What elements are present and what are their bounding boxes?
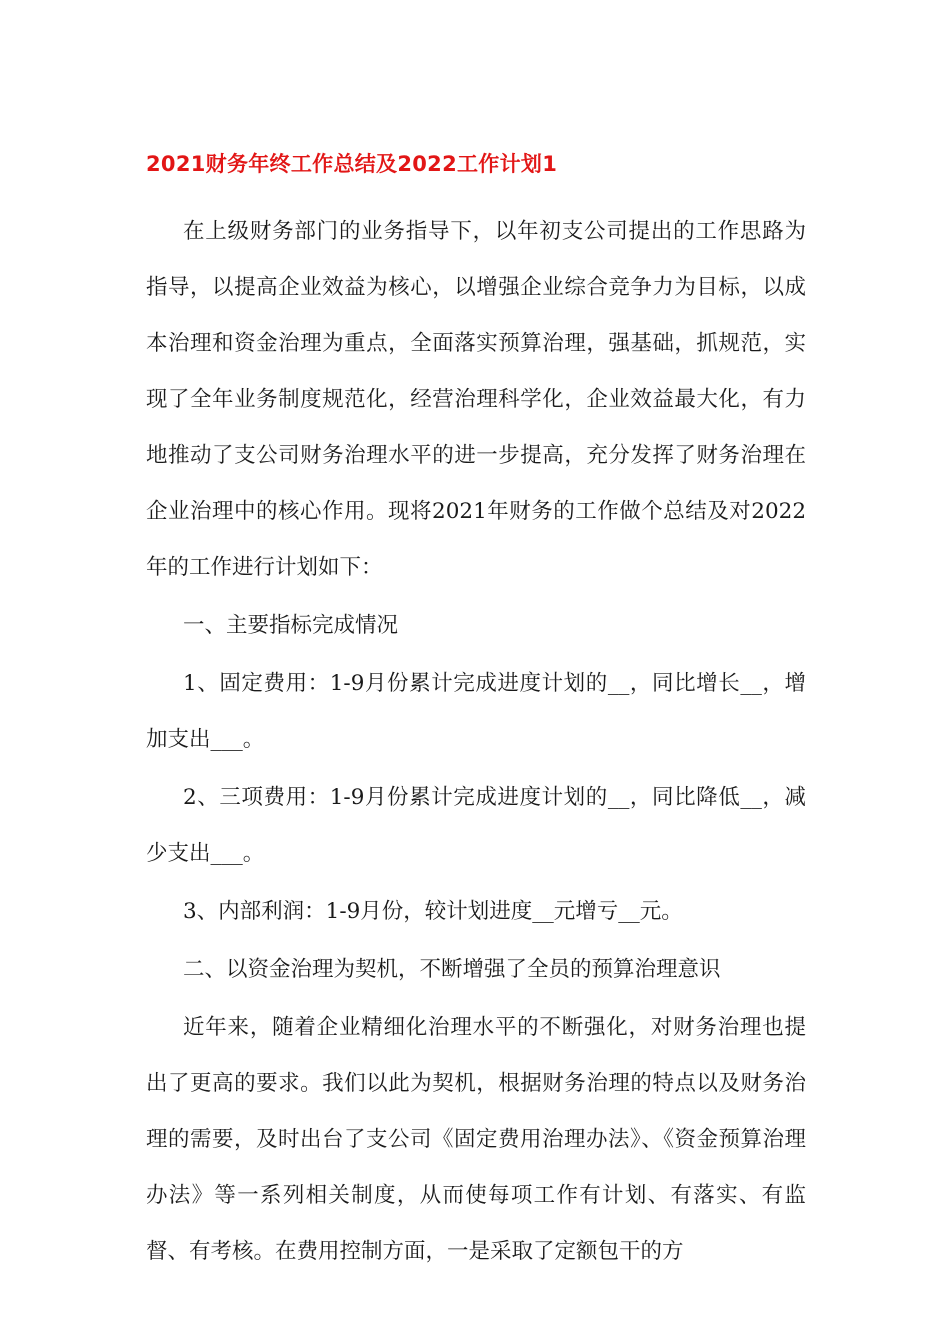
heading-section-2: 二、以资金治理为契机，不断增强了全员的预算治理意识: [183, 957, 721, 982]
paragraph-three-expenses: 2、三项费用：1-9月份累计完成进度计划的__，同比降低__，减少支出___。: [146, 785, 806, 866]
paragraph-recent-years: 近年来，随着企业精细化治理水平的不断强化，对财务治理也提出了更高的要求。我们以此为契机，根据财务治理的特点以及财务治理的需要，及时出台了支公司《固定费用治理办法》、《资金预算治理办法》等一系列相关制度，从而使每项工作有计划、有落实、有监督、有考核。在费用控制方面，一是采取了定额包干的方: [146, 1015, 806, 1264]
document-title: 2021财务年终工作总结及2022工作计划1: [146, 152, 558, 176]
paragraph-intro: 在上级财务部门的业务指导下，以年初支公司提出的工作思路为指导，以提高企业效益为核心，以增强企业综合竞争力为目标，以成本治理和资金治理为重点，全面落实预算治理，强基础，抓规范，实现了全年业务制度规范化，经营治理科学化，企业效益最大化，有力地推动了支公司财务治理水平的进一步提高，充分发挥了财务治理在企业治理中的核心作用。现将2021年财务的工作做个总结及对2022年的工作进行计划如下：: [146, 219, 806, 580]
paragraph-fixed-cost: 1、固定费用：1-9月份累计完成进度计划的__，同比增长__，增加支出___。: [146, 671, 806, 752]
document-body: [146, 204, 806, 1280]
paragraph-internal-profit: 3、内部利润：1-9月份，较计划进度__元增亏__元。: [183, 899, 683, 924]
heading-section-1: 一、主要指标完成情况: [183, 613, 399, 638]
